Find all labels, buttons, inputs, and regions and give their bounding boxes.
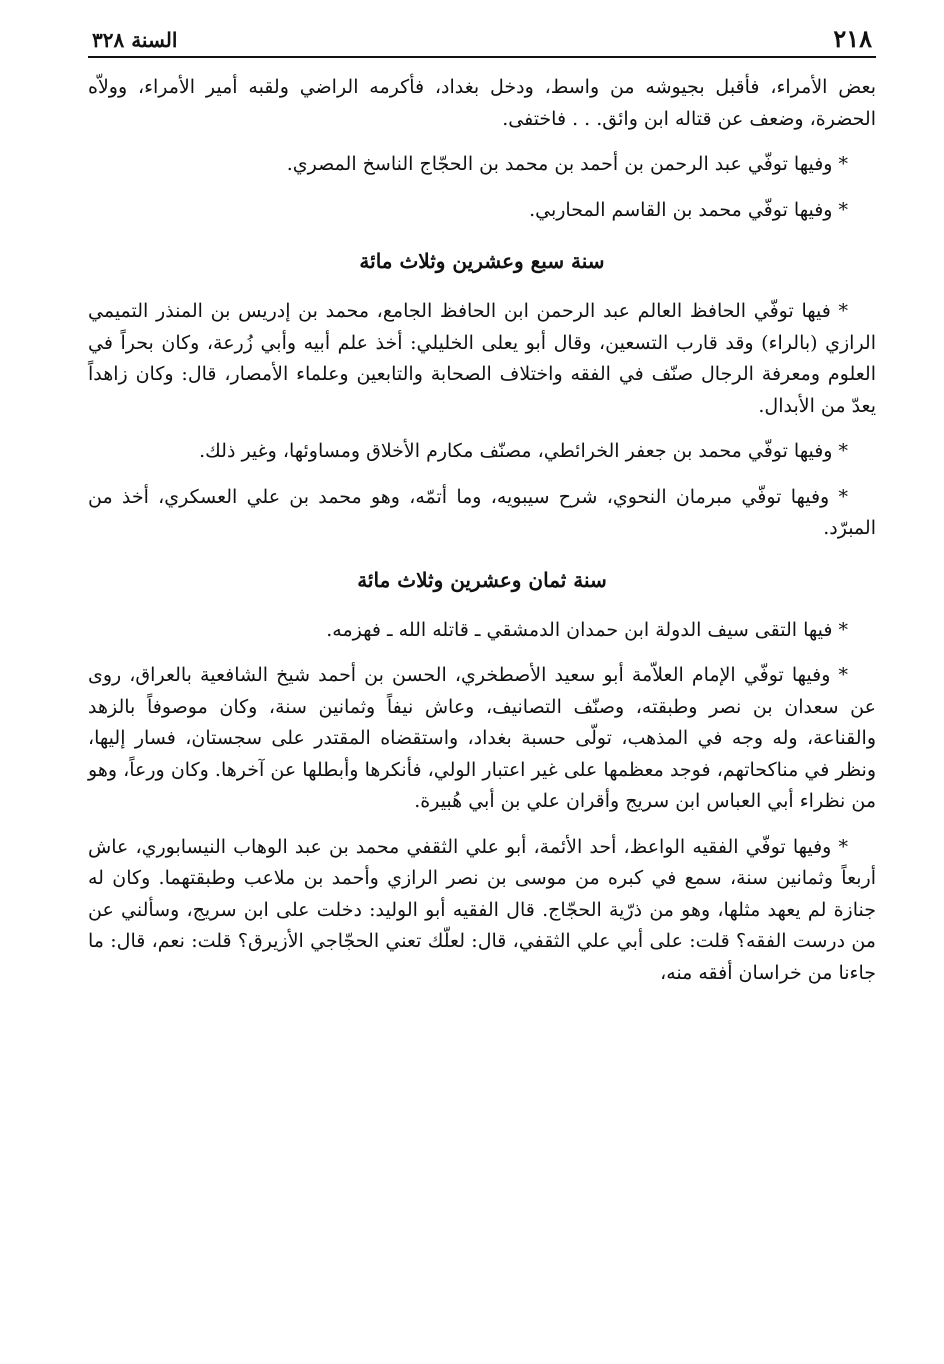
paragraph: * وفيها توفّي مبرمان النحوي، شرح سيبويه، وما أتمّه، وهو محمد بن علي العسكري، أخذ من المبرّد. [88, 485, 876, 539]
paragraph: * وفيها توفّي محمد بن القاسم المحاربي. [529, 198, 848, 221]
section-heading: سنة سبع وعشرين وثلاث مائة [359, 249, 605, 273]
running-header [88, 22, 876, 58]
paragraph: * فيها التقى سيف الدولة ابن حمدان الدمشقي ـ قاتله الله ـ فهزمه. [326, 618, 848, 641]
paragraph: بعض الأمراء، فأقبل بجيوشه من واسط، ودخل بغداد، فأكرمه الراضي ولقبه أمير الأمراء، وولاّه الحضرة، وضعف عن قتاله ابن وائق. . . فاختفى. [88, 76, 876, 130]
paragraph: * وفيها توفّي عبد الرحمن بن أحمد بن محمد بن الحجّاج الناسخ المصري. [286, 153, 848, 175]
page-number: ٢١٨ [833, 24, 872, 53]
running-title: السنة ٣٢٨ [92, 28, 178, 52]
paragraph: * فيها توفّي الحافظ العالم عبد الرحمن ابن الحافظ الجامع، محمد بن إدريس بن المنذر التميمي الرازي (بالراء) وقد قارب التسعين، وقال أبو يعلى الخليلي: أخذ علم أبيه وأبي زُرعة، وكان بحراً في العلوم ومعرفة الرجال صنّف في الفقه واختلاف الصحابة والتابعين وعلماء الأمصار، قال: وكان زاهداً يعدّ من الأبدال. [88, 300, 876, 417]
paragraph: * وفيها توفّي الفقيه الواعظ، أحد الأئمة، أبو علي الثقفي محمد بن عبد الوهاب النيسابوري، عاش أربعاً وثمانين سنة، سمع في كبره من موسى بن نصر الرازي وأحمد بن ملاعب وطبقتهما. وكان له جنازة لم يعهد مثلها، وهو من ذرّية الحجّاج. قال الفقيه أبو الوليد: دخلت على ابن سريج، وسألني عن من درست الفقه؟ قلت: على أبي علي الثقفي، قال: لعلّك تعني الحجّاجي الأزيرق؟ قلت: نعم، قال: ما جاءنا من خراسان أفقه منه، [88, 835, 876, 984]
page-body [88, 72, 876, 989]
paragraph: * وفيها توفّي الإمام العلاّمة أبو سعيد الأصطخري، الحسن بن أحمد شيخ الشافعية بالعراق، روى عن سعدان بن نصر وطبقته، وصنّف التصانيف، وعاش نيفاً وثمانين سنة، وكان موصوفاً بالزهد والقناعة، وله وجه في المذهب، تولّى حسبة بغداد، واستقضاه المقتدر على سجستان، فسار إليها، ونظر في مناكحاتهم، فوجد معظمها على غير اعتبار الولي، فأنكرها وأبطلها عن آخرها. وكان ورعاً، وهو من نظراء أبي العباس ابن سريج وأقران علي بن أبي هُبيرة. [88, 664, 876, 812]
section-heading: سنة ثمان وعشرين وثلاث مائة [357, 567, 607, 592]
paragraph: * وفيها توفّي محمد بن جعفر الخرائطي، مصنّف مكارم الأخلاق ومساوئها، وغير ذلك. [199, 440, 848, 462]
book-page [88, 22, 876, 999]
